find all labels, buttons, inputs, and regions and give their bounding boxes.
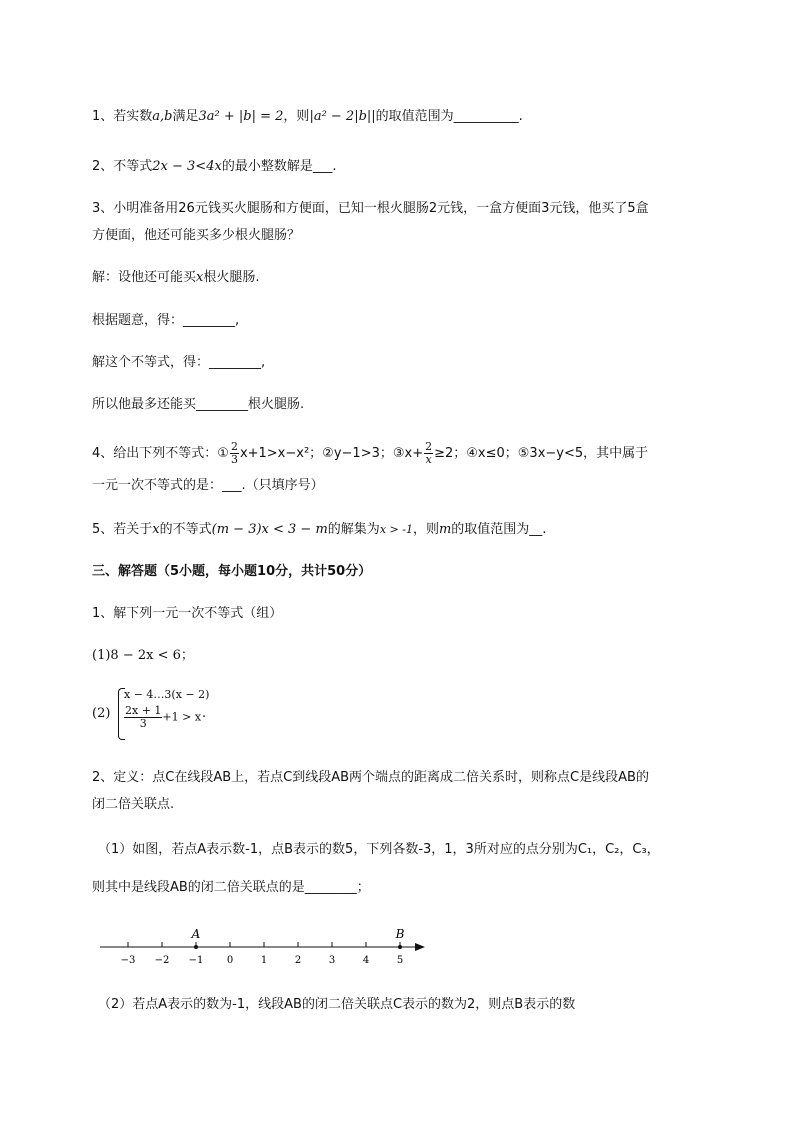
tick-label: 0	[226, 955, 234, 966]
tick-label: 1	[260, 955, 268, 966]
problem-1-part-2-end: .	[202, 706, 207, 721]
problem-2-sub-1-line-2: 则其中是线段AB的闭二倍关联点的是________；	[92, 880, 370, 895]
question-4-line-1: 4、给出下列不等式：① $\frac{2}{3}$ x+1>x−x²；②y−1>3；③x+ $\frac{2}{x}$ ≥2；④x≤0；⑤3x−y<5，其中属于	[92, 440, 649, 466]
problem-2-line-1: 2、定义：点C在线段AB上，若点C到线段AB两个端点的距离成二倍关系时，则称点C是线段AB的	[92, 770, 649, 785]
question-4-line-2: 一元一次不等式的是：___.（只填序号）	[92, 478, 324, 493]
tick-label: −1	[188, 955, 204, 966]
question-3-step-1: 根据题意，得：________,	[92, 313, 240, 328]
fraction-two-over-x: $\frac{2}{x}$	[425, 440, 433, 466]
q1-expr2: |a² − 2|b||	[309, 109, 376, 124]
axis-arrow	[415, 943, 425, 951]
label-b: B	[395, 927, 405, 941]
tick-label: 3	[328, 955, 336, 966]
question-1: 1、若实数a,b满足3a² + |b| = 2，则|a² − 2|b||的取值范围为__________.	[92, 109, 523, 124]
question-3-solution: 解：设他还可能买x根火腿肠.	[92, 270, 260, 285]
question-3-step-3: 所以他最多还能买________根火腿肠.	[92, 397, 305, 412]
problem-2-sub-1-line-1: （1）如图，若点A表示数-1，点B表示的数5，下列各数-3，1，3所对应的点分别为C₁，C₂，C₃，	[98, 842, 660, 857]
question-2: 2、不等式2x − 3<4x的最小整数解是___.	[92, 159, 337, 174]
tick-label: −3	[120, 955, 136, 966]
label-a: A	[191, 927, 201, 941]
system-row-2: $\frac{2x + 1}{3}$ +1 > x	[125, 704, 202, 730]
system-row-1: x − 4…3(x − 2)	[124, 688, 210, 701]
tick-label: 2	[294, 955, 302, 966]
problem-2-line-2: 闭二倍关联点.	[92, 797, 175, 812]
fraction-two-thirds: $\frac{2}{3}$	[230, 440, 238, 466]
tick-label: −2	[154, 955, 170, 966]
section-title: 三、解答题（5小题，每小题10分，共计50分）	[92, 564, 372, 579]
question-5: 5、若关于x的不等式(m − 3)x < 3 − m的解集为x > -1，则m的取值范围为__.	[92, 522, 547, 537]
problem-1-part-2-label: (2)	[92, 706, 111, 721]
point-b	[398, 945, 402, 949]
problem-1-title: 1、解下列一元一次不等式（组）	[92, 606, 283, 621]
question-3-line-1: 3、小明准备用26元钱买火腿肠和方便面，已知一根火腿肠2元钱，一盒方便面3元钱，他买了5盒	[92, 201, 649, 216]
question-3-step-2: 解这个不等式，得：________,	[92, 355, 266, 370]
q1-expr1: 3a² + |b| = 2	[198, 109, 284, 124]
question-3-line-2: 方便面，他还可能买多少根火腿肠？	[92, 228, 301, 243]
problem-2-sub-2-line-1: （2）若点A表示的数为-1，线段AB的闭二倍关联点C表示的数为2，则点B表示的数	[98, 997, 576, 1012]
ticks	[121, 942, 404, 966]
tick-label: 4	[362, 955, 370, 966]
point-a	[194, 945, 198, 949]
problem-1-part-1: (1)8 − 2x < 6；	[92, 648, 194, 663]
tick-label: 5	[396, 955, 404, 966]
number-line	[0, 920, 794, 970]
